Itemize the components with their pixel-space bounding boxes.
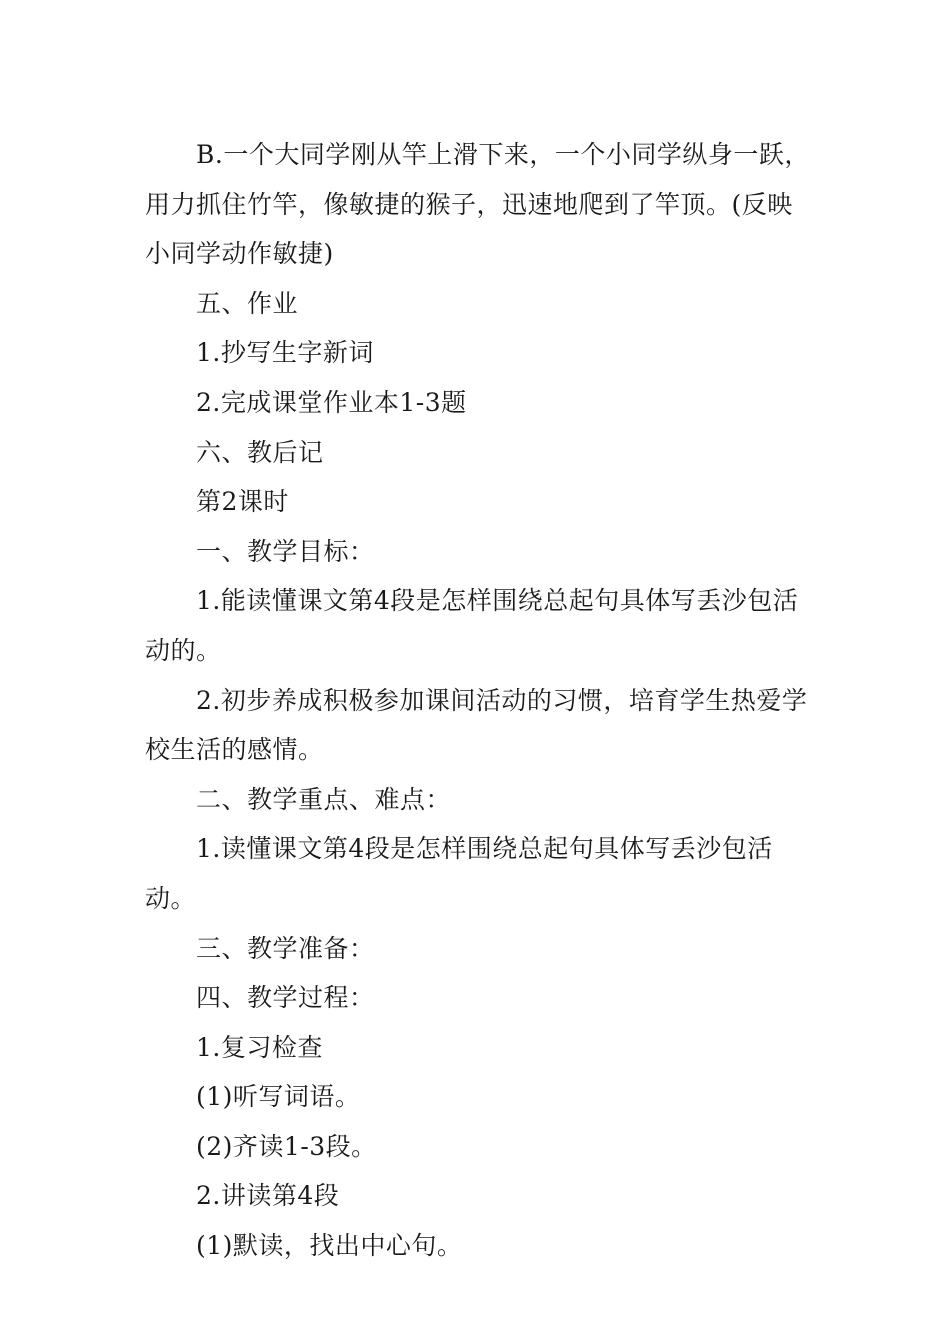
heading-key-points: 二、教学重点、难点： (196, 784, 452, 814)
process-substep-1-2: (2)齐读1-3段。 (196, 1131, 377, 1161)
homework-item-2: 2.完成课堂作业本1-3题 (196, 387, 467, 417)
goal-item-1: 1.能读懂课文第4段是怎样围绕总起句具体写丢沙包活动的。 (145, 586, 799, 665)
heading-teaching-notes: 六、教后记 (196, 437, 324, 467)
process-substep-1-1: (1)听写词语。 (196, 1082, 361, 1112)
heading-preparation: 三、教学准备： (196, 933, 375, 963)
process-step-1: 1.复习检查 (196, 1032, 323, 1062)
document-body (145, 130, 815, 1271)
lesson-2-title: 第2课时 (196, 487, 289, 517)
homework-item-1: 1.抄写生字新词 (196, 338, 374, 368)
heading-homework: 五、作业 (196, 288, 299, 318)
paragraph-monkey-example: B.一个大同学刚从竿上滑下来，一个小同学纵身一跃，用力抓住竹竿，像敏捷的猴子，迅速地爬到了竿顶。(反映小同学动作敏捷) (145, 140, 810, 269)
key-point-item-1: 1.读懂课文第4段是怎样围绕总起句具体写丢沙包活动。 (145, 834, 773, 913)
heading-process: 四、教学过程： (196, 983, 375, 1013)
process-substep-2-1: (1)默读，找出中心句。 (196, 1231, 463, 1261)
process-step-2: 2.讲读第4段 (196, 1181, 340, 1211)
goal-item-2: 2.初步养成积极参加课间活动的习惯，培育学生热爱学校生活的感情。 (145, 685, 808, 765)
heading-teaching-goals: 一、教学目标： (196, 536, 375, 566)
